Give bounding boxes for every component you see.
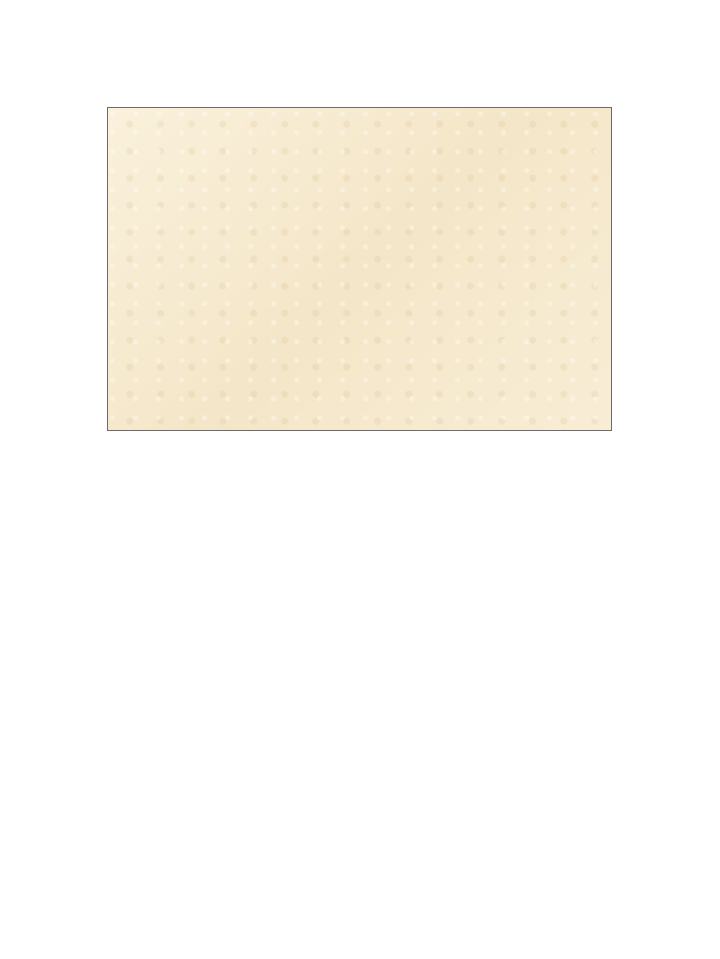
title-slide bbox=[107, 107, 612, 431]
